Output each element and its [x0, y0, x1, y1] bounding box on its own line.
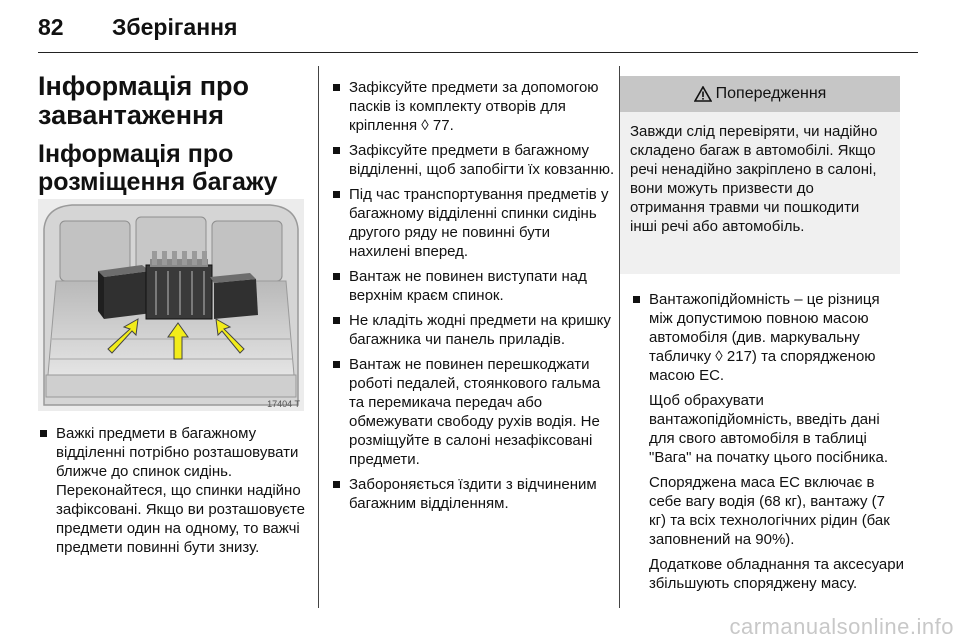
trunk-loading-illustration — [38, 199, 304, 411]
paragraph: Щоб обрахувати вантажопідйомність, введіть дані для свого автомобіля в таблиці "Вага" на початку цього посібника. — [649, 392, 889, 466]
page-header — [38, 14, 918, 44]
header-rule — [38, 52, 918, 53]
list-item: Вантаж не повинен перешкоджати роботі педалей, стоянкового гальма та перемикача передач або обмежувати свободу рухів водія. Не розміщуйте в салоні незафіксовані предмети. — [331, 355, 615, 469]
list-item: Під час транспортування предметів у багажному відділенні спинки сидінь другого ряду не повинні бути нахилені вперед. — [331, 185, 615, 261]
list-item: Забороняється їздити з відчиненим багажним відділенням. — [331, 475, 615, 513]
column-divider-left — [318, 66, 319, 608]
left-bullet-list — [38, 424, 310, 563]
list-item: Зафіксуйте предмети за допомогою пасків із комплекту отворів для кріплення ◊ 77. — [331, 78, 615, 135]
list-item: Не кладіть жодні предмети на кришку багажника чи панель приладів. — [331, 311, 615, 349]
paragraph: Вантажопідйомність – це різниця між допустимою повною масою автомобіля (див. маркувальну табличку ◊ 217) та спорядженою масою ЕС. — [649, 291, 880, 384]
list-item: Важкі предмети в багажному відділенні потрібно розташовувати ближче до спинок сидінь. Переконайтеся, що спинки надійно зафіксовані. Якщо ви розташовуєте предмети один на одному, то важчі предмети повинні бути знизу. — [38, 424, 310, 557]
section-title: Зберігання — [112, 14, 238, 40]
warning-box — [620, 76, 900, 274]
paragraph: Споряджена маса ЕС включає в себе вагу водія (68 кг), вантажу (7 кг) та всіх технологічних рідин (бак заповнений на 90%). — [649, 474, 890, 548]
list-item: Зафіксуйте предмети в багажному відділенні, щоб запобігти їх ковзанню. — [331, 141, 615, 179]
right-bullet-list — [631, 290, 906, 599]
watermark: carmanualsonline.info — [729, 614, 954, 639]
sub-heading: Інформація про розміщення багажу — [38, 140, 278, 196]
figure-code: 17404 T — [267, 399, 300, 409]
warning-text: Завжди слід перевіряти, чи надійно складено багаж в автомобілі. Якщо речі ненадійно закріплено в салоні, вони можуть призвести до отримання травми чи пошкодити інші речі або автомобіль. — [630, 123, 878, 235]
list-item — [631, 290, 906, 593]
middle-bullet-list — [331, 78, 615, 519]
warning-title: Попередження — [715, 85, 827, 102]
trunk-loading-figure — [38, 199, 304, 411]
list-item: Вантаж не повинен виступати над верхнім краєм спинок. — [331, 267, 615, 305]
page-number: 82 — [38, 14, 64, 40]
warning-title-bar — [620, 76, 900, 112]
main-heading: Інформація про завантаження — [38, 71, 249, 130]
warning-triangle-icon — [694, 86, 712, 102]
paragraph: Додаткове обладнання та аксесуари збільшують споряджену масу. — [649, 556, 904, 592]
